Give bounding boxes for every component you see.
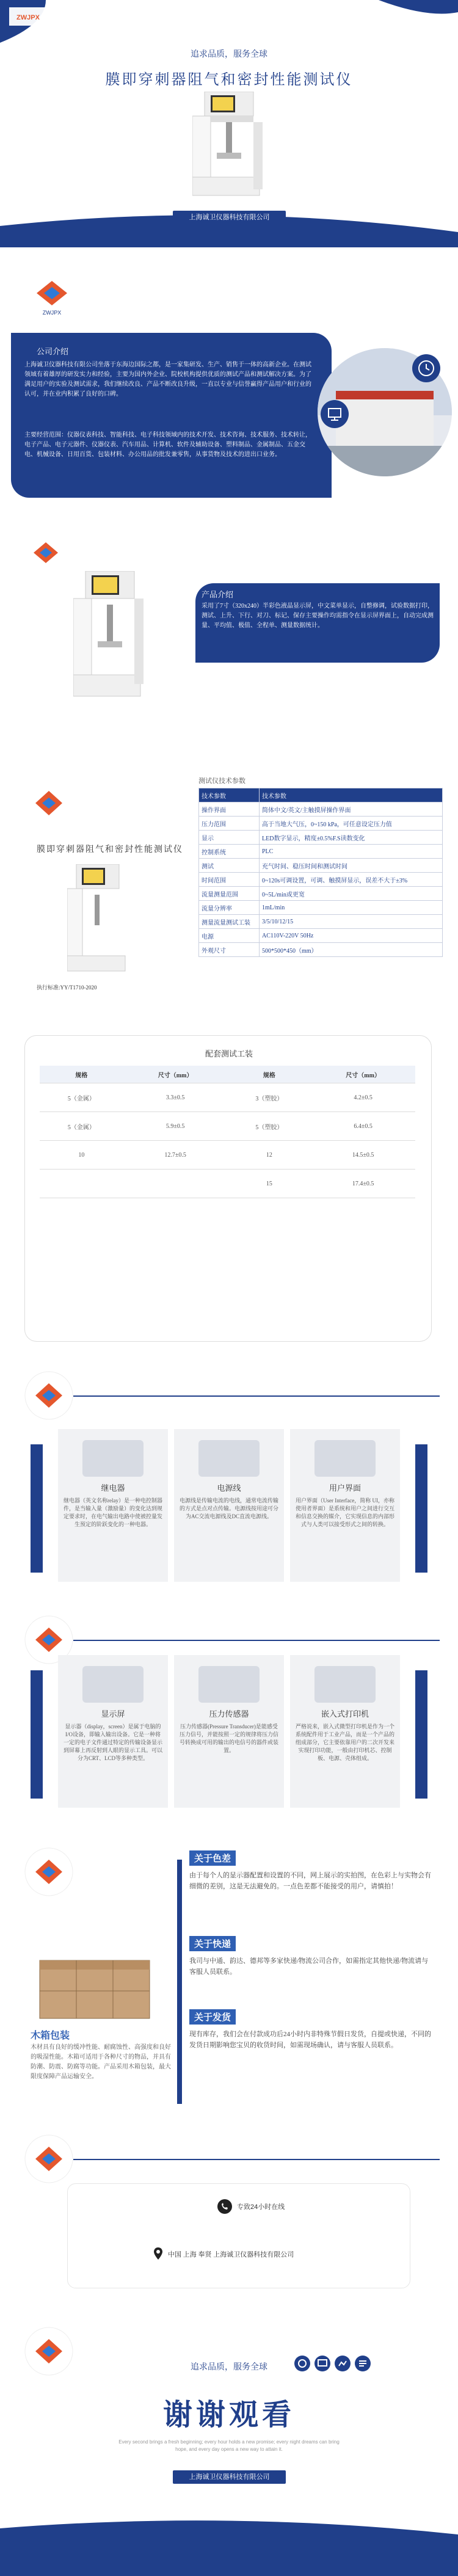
part-title: 显示屏	[101, 1709, 125, 1719]
features-vertical-bar	[177, 1860, 182, 2104]
config-cell	[123, 1170, 228, 1198]
spec-key: 时间范围	[199, 873, 260, 887]
clock-icon-badge	[412, 354, 440, 382]
spec-row	[199, 873, 443, 887]
spec-row	[199, 943, 443, 957]
product-intro-section	[0, 522, 458, 766]
config-row	[40, 1112, 415, 1141]
parts-section-2	[0, 1603, 458, 1835]
part-description: 严格说来，嵌入式微型打印机是作为一个系统配件用于工业产品，而是一个产品的组成部分，它主要依靠用户的二次开发来实现打印功能，一般由打印机芯、控制板、电源、壳体组成。	[295, 1723, 394, 1761]
svg-text:ZWJPX: ZWJPX	[16, 14, 40, 21]
product-intro-heading: 产品介绍	[202, 590, 234, 599]
config-cell: 10	[40, 1141, 123, 1170]
service-location: 中国 上海 奉贤 上海诚卫仪器科技有限公司	[168, 2251, 294, 2258]
part-description: 电源线是传输电流的电线，通常电流传输的方式是点对点传输。电源线按用途可分为AC交流电源线及DC直流电源线。	[179, 1497, 278, 1519]
company-logo	[9, 7, 47, 26]
part-description: 继电器（英文名称relay）是一种电控制器件，是当输入量（激励量）的变化达到规定要求时，在电气输出电路中使被控量发生预定的阶跃变化的一种电器。	[63, 1497, 162, 1527]
feature-text: 由于每个人的显示器配置和设置的不同，网上展示的实拍图，在色彩上与实物会有细微的差别，这是无法避免的。一点色差都不能接受的用户，请慎拍！	[189, 1872, 431, 1890]
config-header-cell: 规格	[227, 1066, 311, 1083]
spec-row	[199, 859, 443, 873]
section-rule	[73, 2159, 440, 2160]
config-title: 配套测试工装	[205, 1049, 253, 1058]
part-title: 压力传感器	[209, 1709, 249, 1719]
crate-text: 木材具有良好的缓冲性能、耐腐蚀性、高强度和良好的吸湿性能。木箱可适用于各种尺寸的物品，并具有防潮、防震、防腐等功能。产品采用木箱包装，最大限度保障产品运输安全。	[31, 2044, 171, 2080]
config-cell: 15	[227, 1170, 311, 1198]
company-intro-section	[0, 247, 458, 522]
spec-row	[199, 817, 443, 831]
part-image	[314, 1440, 376, 1477]
spec-value: 3/5/10/12/15	[260, 915, 443, 929]
logo-badge	[24, 1847, 73, 1896]
part-card	[290, 1429, 400, 1582]
location-pin-icon	[153, 2247, 164, 2260]
spec-value: PLC	[260, 845, 443, 859]
spec-key: 测量流量测试工装	[199, 915, 260, 929]
feature-title: 关于色差	[189, 1850, 236, 1866]
hero-company-name: 上海诚卫仪器科技有限公司	[189, 214, 270, 221]
phone-icon	[217, 2199, 233, 2214]
spec-key: 外观尺寸	[199, 943, 260, 957]
tester-machine-image	[192, 92, 266, 202]
feature-title: 关于快递	[189, 1936, 236, 1951]
logo-badge	[24, 266, 79, 321]
spec-value: 高于当地大气压，0~150 kPa，可任意设定压力值	[260, 817, 443, 831]
features-section	[0, 1835, 458, 2122]
part-card	[174, 1429, 284, 1582]
config-cell	[40, 1170, 123, 1198]
feature-title: 关于发货	[189, 2009, 236, 2025]
part-image	[198, 1440, 260, 1477]
config-cell: 3.3±0.5	[123, 1083, 228, 1112]
spec-section	[0, 766, 458, 1029]
config-row	[40, 1170, 415, 1198]
spec-row	[199, 831, 443, 845]
svg-text:ZWJPX: ZWJPX	[42, 310, 62, 316]
config-row	[40, 1141, 415, 1170]
part-card	[58, 1655, 168, 1808]
spec-key: 控制系统	[199, 845, 260, 859]
spec-label: 测试仪技术参数	[198, 777, 245, 785]
side-bar-left	[31, 1670, 43, 1799]
config-cell: 12	[227, 1141, 311, 1170]
config-header-cell: 规格	[40, 1066, 123, 1083]
thanks-slogan: 追求品质，服务全球	[191, 2362, 267, 2371]
section-rule	[73, 1395, 440, 1397]
spec-value: LED数字显示，精度±0.5%F.S读数变化	[260, 831, 443, 845]
spec-value: 0~120s可调设置，可调、触摸屏显示，误差不大于±3%	[260, 873, 443, 887]
spec-key: 显示	[199, 831, 260, 845]
logo-badge	[24, 779, 73, 828]
spec-header-row	[199, 788, 443, 802]
wooden-crate-image	[34, 1948, 156, 2021]
part-title: 嵌入式打印机	[321, 1709, 369, 1719]
part-description: 压力传感器(Pressure Transducer)是能感受压力信号，并能按照一定的规律将压力信号转换成可用的输出的电信号的器件或装置。	[179, 1723, 278, 1753]
spec-row	[199, 901, 443, 915]
part-card	[58, 1429, 168, 1582]
intro-card	[11, 333, 332, 498]
service-section	[0, 2122, 458, 2299]
spec-key: 操作界面	[199, 802, 260, 817]
hero-title: 膜即穿刺器阻气和密封性能测试仪	[105, 72, 353, 88]
service-hours: 专致24小时在线	[237, 2203, 285, 2211]
spec-value: 1mL/min	[260, 901, 443, 915]
config-header-cell: 尺寸（mm）	[123, 1066, 228, 1083]
hero-company-badge	[173, 211, 286, 224]
config-cell: 4.2±0.5	[311, 1083, 415, 1112]
presentation-icon	[321, 400, 349, 428]
part-card	[174, 1655, 284, 1808]
parts-section-1	[0, 1359, 458, 1603]
config-cell: 17.4±0.5	[311, 1170, 415, 1198]
feature-text: 现有库存，我们会在付款成功后24小时内非特殊节假日发货，自提或快递，不同的发货日期影响您宝贝的收货时间，如需现场确认，请与客服人员联系。	[189, 2031, 431, 2049]
side-bar-left	[31, 1444, 43, 1573]
config-row	[40, 1083, 415, 1112]
thanks-section	[0, 2299, 458, 2576]
spec-machine-image	[67, 864, 128, 974]
config-table	[40, 1066, 415, 1198]
spec-value: 充气时间、稳压时间和测试时间	[260, 859, 443, 873]
config-header-row	[40, 1066, 415, 1083]
config-cell: 12.7±0.5	[123, 1141, 228, 1170]
spec-key: 流量测量范围	[199, 887, 260, 901]
part-description: 显示器（display，screen）是属于电脑的I/O设备，即输入输出设备。它是一种将一定的电子文件通过特定的传输设备显示到屏幕上再反射到人眼的显示工具。可以分为CRT、LCD等多种类型。	[63, 1723, 162, 1761]
part-image	[314, 1666, 376, 1703]
spec-row	[199, 845, 443, 859]
config-header-cell: 尺寸（mm）	[311, 1066, 415, 1083]
intro-paragraph-1: 上海诚卫仪器科技有限公司坐落于东海边国际之都，是一家集研发、生产、销售于一体的高新企业。在测试领域有着雄厚的研发实力和经验，主要为国内外企业、院校机构提供优质的测试产品和测试解决方案。为了满足用户的实验及测试需求，我们继续改良、产品不断改良升级，一直以专业与信誉赢得产品用户和行业的认可，并在业内积累了良好的口碑。	[24, 362, 311, 398]
spec-standard: 执行标准:YY/T1710-2020	[37, 984, 97, 991]
thanks-company-name: 上海诚卫仪器科技有限公司	[189, 2473, 270, 2481]
side-bar-right	[415, 1444, 427, 1573]
spec-value: AC110V-220V 50Hz	[260, 929, 443, 943]
intro-paragraph-2: 主要经营范围：仪器仪表科技、智能科技、电子科技领域内的技术开发、技术咨询、技术服务、技术转让，电子产品、电子元器件、仪器仪表、汽车用品、计算机、软件及辅助设备、塑料制品、金属制品、五金交电、机械设备、日用百货、包装材料、办公用品的批发兼零售，从事货物及技术的进出口业务。	[24, 432, 311, 458]
feature-text: 我司与中通、韵达、德邦等多家快递/物流公司合作，如需指定其他快递/物流请与客服人员联系。	[189, 1957, 429, 1976]
hero-slogan: 追求品质，服务全球	[191, 49, 267, 59]
spec-header-cell: 技术参数	[199, 788, 260, 802]
thanks-subtitle: Every second brings a fresh beginning; every hour holds a new promise; every night dreams can bring hope, and every day opens a new way to attain it.	[118, 2439, 340, 2452]
crate-title: 木箱包装	[31, 2031, 70, 2041]
spec-key: 流量分辨率	[199, 901, 260, 915]
product-intro-text: 采用了7寸（320x240）半彩色液晶显示屏，中文菜单显示，自整修调，试验数据打印，测试、上升、下行、对刀、标记、保存主要操作均需指令在显示屏界面上，自动完成测量、平均值、极值、全程单、测量数据统计。	[202, 603, 434, 629]
part-image	[82, 1666, 144, 1703]
part-image	[198, 1666, 260, 1703]
spec-value: 500*500*450（mm）	[260, 943, 443, 957]
spec-key: 电源	[199, 929, 260, 943]
spec-key: 压力范围	[199, 817, 260, 831]
spec-row	[199, 915, 443, 929]
side-bar-right	[415, 1670, 427, 1799]
spec-value: 0~5L/min或更宽	[260, 887, 443, 901]
part-title: 电源线	[217, 1483, 241, 1493]
spec-product-name: 膜即穿刺器阻气和密封性能测试仪	[37, 845, 183, 854]
hero-section	[0, 0, 458, 247]
config-cell: 3（塑胶）	[227, 1083, 311, 1112]
config-cell: 14.5±0.5	[311, 1141, 415, 1170]
config-cell: 5（塑胶）	[227, 1112, 311, 1141]
product-machine-image	[73, 571, 147, 705]
clock-icon	[412, 354, 440, 382]
spec-header-cell: 技术参数	[260, 788, 443, 802]
part-title: 继电器	[101, 1483, 125, 1493]
config-section	[0, 1029, 458, 1359]
spec-row	[199, 929, 443, 943]
spec-row	[199, 887, 443, 901]
spec-value: 简体中文/英文/主触摸屏操作界面	[260, 802, 443, 817]
part-title: 用户界面	[329, 1483, 361, 1493]
thanks-company-badge	[173, 2470, 286, 2484]
spec-table	[198, 788, 443, 957]
spec-row	[199, 802, 443, 817]
thanks-title: 谢谢观看	[162, 2399, 295, 2431]
config-cell: 5（金属）	[40, 1083, 123, 1112]
logo-badge	[24, 1371, 73, 1420]
config-cell: 6.4±0.5	[311, 1112, 415, 1141]
part-card	[290, 1655, 400, 1808]
section-rule	[73, 1640, 440, 1641]
spec-key: 测试	[199, 859, 260, 873]
intro-heading: 公司介绍	[37, 347, 69, 356]
logo-badge	[24, 2134, 73, 2183]
config-cell: 5.9±0.5	[123, 1112, 228, 1141]
logo-badge	[24, 531, 67, 574]
config-cell: 5（金属）	[40, 1112, 123, 1141]
part-image	[82, 1440, 144, 1477]
service-frame	[67, 2183, 410, 2288]
presentation-icon-badge	[321, 400, 349, 428]
part-description: 用户界面（User Interface，简称 UI，亦称使用者界面）是系统和用户之间进行交互和信息交换的媒介，它实现信息的内部形式与人类可以接受形式之间的转换。	[295, 1497, 394, 1527]
thanks-icons-row	[293, 2354, 379, 2373]
